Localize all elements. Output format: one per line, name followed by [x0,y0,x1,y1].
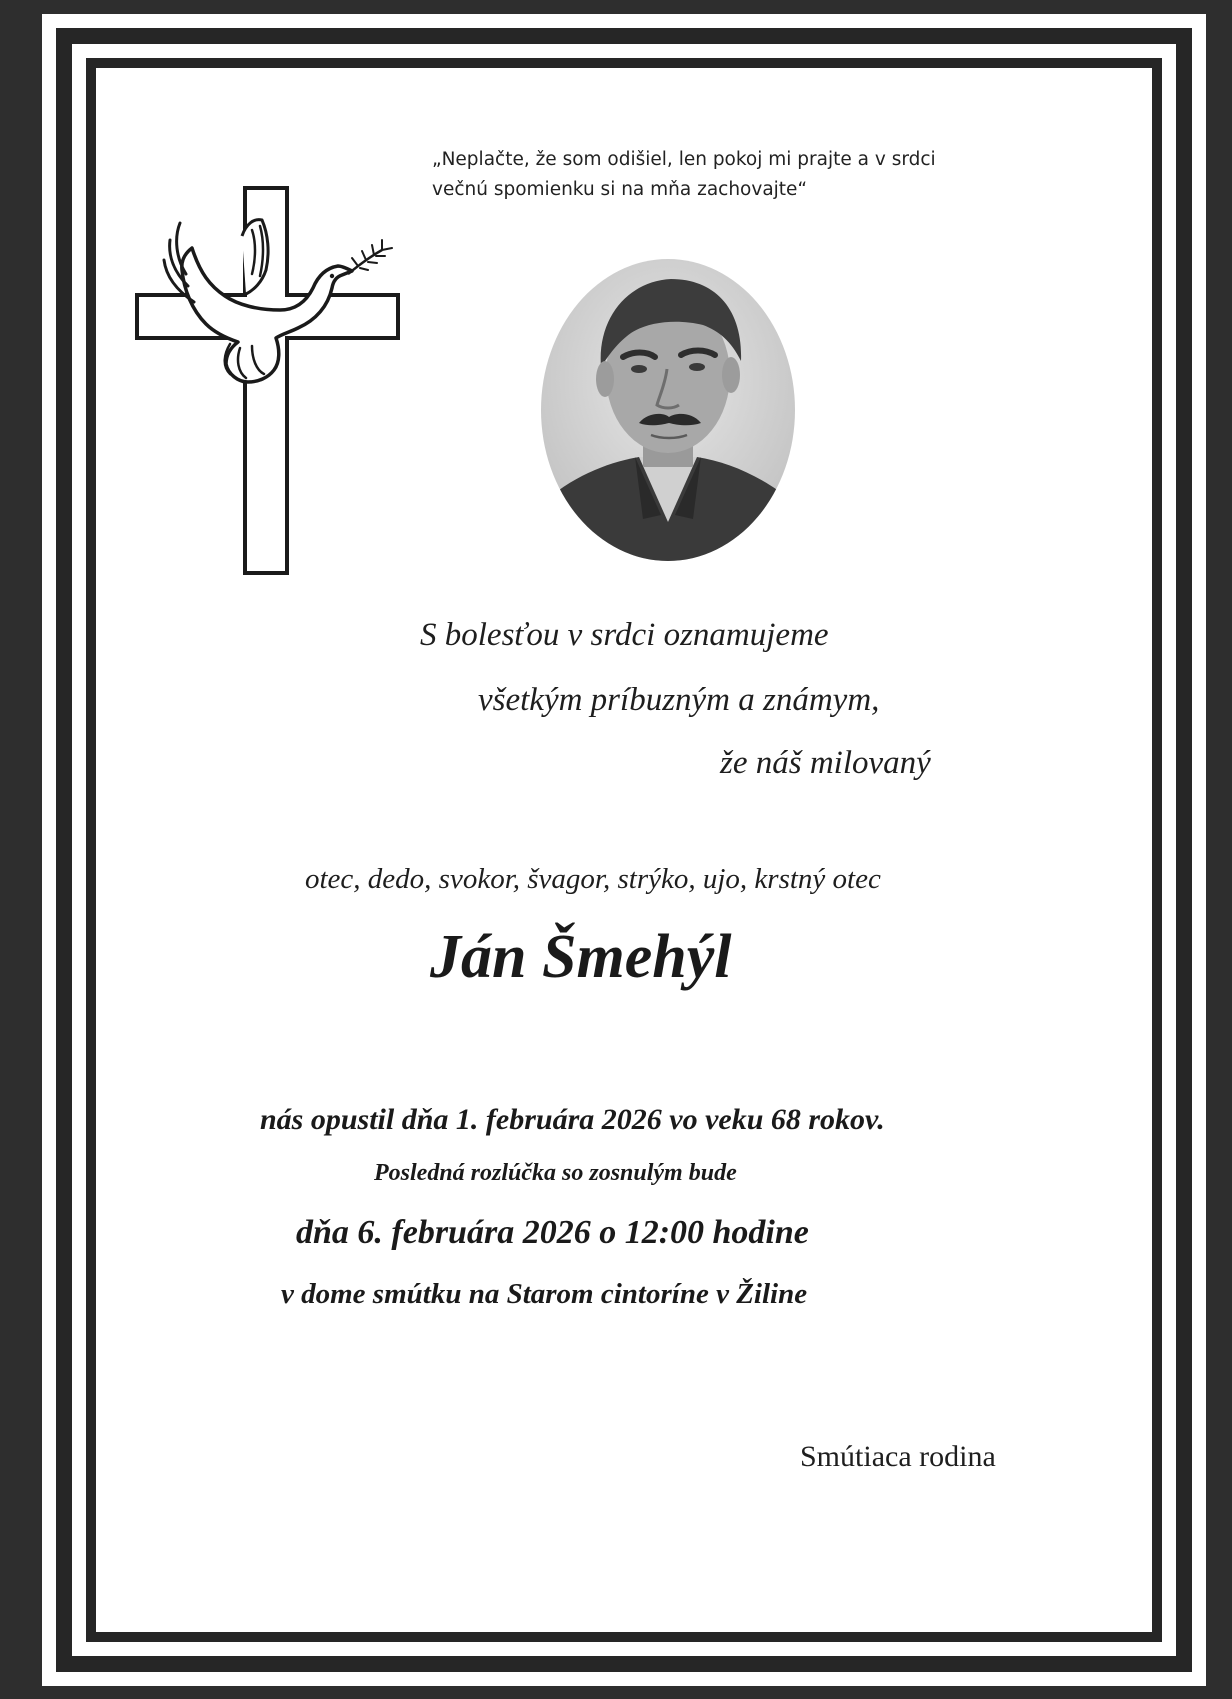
portrait-photo [539,257,797,563]
farewell-intro: Posledná rozlúčka so zosnulým bude [374,1160,737,1186]
dove-eye [330,274,334,278]
deceased-name: Ján Šmehýl [430,923,732,991]
announcement-line-1: S bolesťou v srdci oznamujeme [420,617,829,653]
announcement-line-3: že náš milovaný [720,745,931,781]
funeral-place: v dome smútku na Starom cintoríne v Žiline [281,1278,808,1310]
cross-with-dove-icon [130,178,410,578]
quote-line-2: večnú spomienku si na mňa zachovajte“ [432,179,808,200]
family-signature: Smútiaca rodina [800,1440,996,1473]
memorial-quote [432,145,1032,205]
announcement-line-2: všetkým príbuzným a známym, [478,682,880,718]
funeral-date: dňa 6. februára 2026 o 12:00 hodine [296,1214,809,1251]
death-date-line: nás opustil dňa 1. februára 2026 vo veku 68 rokov. [260,1103,885,1136]
relations-list: otec, dedo, svokor, švagor, strýko, ujo, krstný otec [305,863,881,895]
quote-line-1: „Neplačte, že som odišiel, len pokoj mi prajte a v srdci [432,149,936,170]
